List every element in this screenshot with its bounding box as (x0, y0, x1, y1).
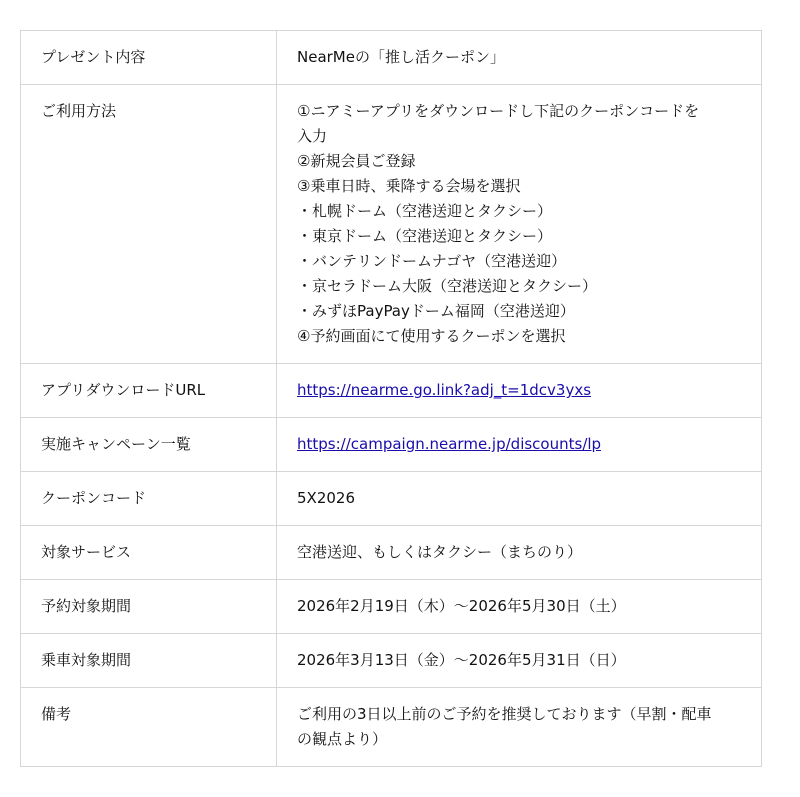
row-value (277, 364, 762, 418)
row-label: 実施キャンペーン一覧 (21, 418, 277, 472)
venue-line: ・京セラドーム大阪（空港送迎とタクシー） (297, 277, 598, 295)
table-row-ride-period (21, 634, 762, 688)
venue-line: ・バンテリンドームナゴヤ（空港送迎） (297, 252, 567, 270)
table-row-usage (21, 85, 762, 364)
notes-value (277, 688, 762, 767)
coupon-code-value: 5X2026 (277, 472, 762, 526)
campaign-info-table (20, 30, 762, 767)
row-value: NearMeの「推し活クーポン」 (277, 31, 762, 85)
table-row-service (21, 526, 762, 580)
row-label: プレゼント内容 (21, 31, 277, 85)
table-row-notes (21, 688, 762, 767)
venue-line: ・札幌ドーム（空港送迎とタクシー） (297, 202, 553, 220)
usage-step-line: ③乗車日時、乗降する会場を選択 (297, 177, 521, 195)
table-row-coupon-code (21, 472, 762, 526)
notes-line: の観点より） (297, 730, 388, 748)
venue-line: ・みずほPayPayドーム福岡（空港送迎） (297, 302, 575, 320)
table-row-campaign-list (21, 418, 762, 472)
table-row-present (21, 31, 762, 85)
usage-step-line: 入力 (297, 127, 328, 145)
row-value (277, 418, 762, 472)
venue-line: ・東京ドーム（空港送迎とタクシー） (297, 227, 553, 245)
usage-step-line: ①ニアミーアプリをダウンロードし下記のクーポンコードを (297, 102, 700, 120)
row-label: 乗車対象期間 (21, 634, 277, 688)
campaign-list-link[interactable]: https://campaign.nearme.jp/discounts/lp (297, 435, 602, 453)
row-label: 備考 (21, 688, 277, 767)
row-label: 対象サービス (21, 526, 277, 580)
usage-step-line: ②新規会員ご登録 (297, 152, 416, 170)
row-label: ご利用方法 (21, 85, 277, 364)
usage-steps (277, 85, 762, 364)
row-label: アプリダウンロードURL (21, 364, 277, 418)
table-row-booking-period (21, 580, 762, 634)
row-label: 予約対象期間 (21, 580, 277, 634)
row-value: 空港送迎、もしくはタクシー（まちのり） (277, 526, 762, 580)
app-download-link[interactable]: https://nearme.go.link?adj_t=1dcv3yxs (297, 381, 592, 399)
row-value: 2026年2月19日（木）〜2026年5月30日（土） (277, 580, 762, 634)
notes-line: ご利用の3日以上前のご予約を推奨しております（早割・配車 (297, 705, 712, 723)
row-label: クーポンコード (21, 472, 277, 526)
usage-step-line: ④予約画面にて使用するクーポンを選択 (297, 327, 566, 345)
table-row-app-download (21, 364, 762, 418)
row-value: 2026年3月13日（金）〜2026年5月31日（日） (277, 634, 762, 688)
